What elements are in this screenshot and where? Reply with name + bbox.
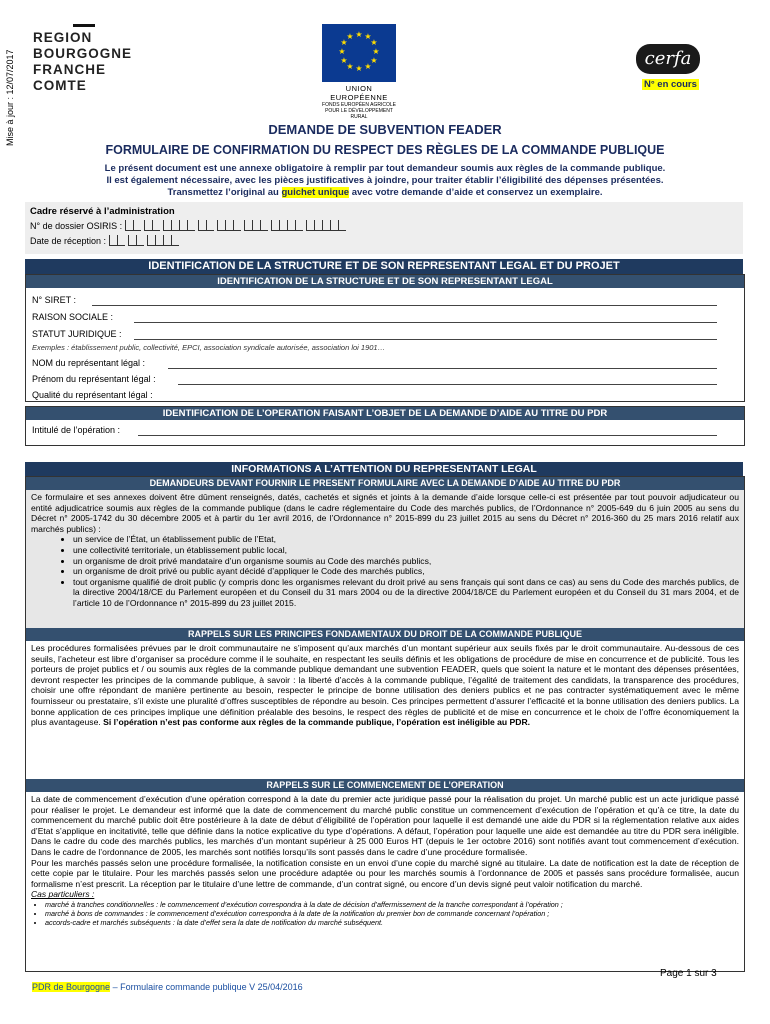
svg-text:★: ★ — [372, 47, 380, 56]
footer: PDR de Bourgogne – Formulaire commande publique V 25/04/2016 — [32, 982, 303, 992]
section-information-header: INFORMATIONS A L’ATTENTION DU REPRESENTANT LEGAL — [25, 462, 743, 476]
eu-label: UNION EUROPÉENNE — [330, 84, 388, 102]
list-item: • un organisme de droit privé ou public ayant décidé d’appliquer le Code des marchés publics, — [73, 566, 739, 577]
intitule-label: Intitulé de l’opération : — [32, 425, 121, 435]
logo-line: BOURGOGNE — [33, 46, 133, 61]
qualite-label: Qualité du représentant légal : — [32, 390, 153, 400]
principes-subheader: RAPPELS SUR LES PRINCIPES FONDAMENTAUX DU DROIT DE LA COMMANDE PUBLIQUE — [26, 628, 744, 641]
svg-text:★: ★ — [355, 30, 363, 39]
list-item: • tout organisme qualifié de droit public (y compris donc les organismes relevant du droit privé au sens français qui sont dans ce cas) au sens du Code des marchés publics, de la directive 2004/18/CE du Parlement européen et du Conseil du 31 mars 2004 ou de la directive 2004/18/CE du Parlement européen et du Conseil du 31 mars 2004, et de l’article 10 de l’Ordonnance n° 2015-899 du 23 juillet 2015. — [73, 577, 739, 609]
operation-subheader: IDENTIFICATION DE L’OPERATION FAISANT L’OBJET DE LA DEMANDE D’AIDE AU TITRE DU PDR — [26, 407, 744, 420]
principes-text: Les procédures formalisées prévues par le droit communautaire ne s’imposent qu’aux marchés d’un montant supérieur aux seuils fixés par le droit communautaire. Au-dessous de ces seuils, l’acheteur est libre d’organiser sa procédure comme il le souhaite, en respectant les seuils définis et les obligations de procédure de mise en concurrence et de publicité. Tous les porteurs de projet publics et / ou soumis aux règles de la commande publique demandant une subvention FEADER, quels que soient la nature et le montant des dépenses présentées, devront respecter les principes de la commande publique, à savoir : la liberté d’accès à la commande publique, l’égalité de traitement des candidats, la transparence des procédures, choisir une offre répondant de manière pertinente au besoin, respecter le principe de bonne utilisation des deniers publics et ne pas contracter systématiquement avec le même fournisseur ou prestataire, s’il existe une pluralité d’offres susceptibles de répondre au besoin. Ces principes permettent d’assurer l’efficacité et la bonne utilisation des deniers publics. La bonne application de ces principes implique une définition préalable des besoins, le respect des règles de publicité et de mise en concurrence et le choix de l’offre économiquement la plus avantageuse. Si l’opération n’est pas conforme aux règles de la commande publique, l’opération est inéligible au PDR. — [31, 643, 739, 728]
logo-line: FRANCHE — [33, 62, 106, 77]
identification-frame — [25, 274, 745, 402]
svg-text:★: ★ — [338, 47, 346, 56]
side-update-date: Mise à jour : 12/07/2017 — [5, 49, 15, 146]
region-logo — [33, 30, 132, 94]
raison-sociale-label: RAISON SOCIALE : — [32, 312, 114, 322]
svg-text:★: ★ — [355, 64, 363, 73]
svg-text:★: ★ — [370, 56, 378, 65]
page-title: DEMANDE DE SUBVENTION FEADER — [268, 122, 502, 137]
prenom-input[interactable] — [178, 384, 717, 385]
eu-fund-label: FONDS EUROPÉEN AGRICOLE POUR LE DÉVELOPPEMENT RURAL — [322, 102, 396, 120]
nom-label: NOM du représentant légal : — [32, 358, 146, 368]
raison-sociale-input[interactable] — [134, 322, 717, 323]
reception-date-field[interactable]: Date de réception : — [30, 235, 179, 248]
demandeurs-text: Ce formulaire et ses annexes doivent être dûment renseignés, datés, cachetés et signés et joints à la demande d’aide lorsque celle-ci est présentée par tout pouvoir adjudicateur ou entité adjudicatrice soumis aux règles de la commande publique (dans le cadre réglementaire du Code des marchés publics, de l’Ordonnance n° 2005-649 du 6 juin 2005 au sens du Décret n° 2005-1742 du 30 décembre 2005 et à partir du 1er avril 2016, de l’Ordonnance n° 2015-899 du 23 juillet 2015 au sens du Décret n° 2016-360 du 25 mars 2016 relatif aux marchés publics) : • un service de l’État, un établissement public de l’Etat, • une collectivité territoriale, un établissement public local, • un organisme de droit privé mandataire d’un organisme soumis au Code des marchés publics, • un organisme de droit privé ou public ayant décidé d’appliquer le Code des marchés publics, • tout organisme qualifié de droit public (y compris donc les organismes relevant du droit privé au sens français qui sont dans ce cas) au sens du Code des marchés publics, de la directive 2004/18/CE du Parlement européen et du Conseil du 31 mars 2004 ou de la directive 2004/18/CE du Parlement européen et du Conseil du 31 mars 2004, et de l’article 10 de l’Ordonnance n° 2015-899 du 23 juillet 2015. — [26, 490, 744, 628]
list-item: • une collectivité territoriale, un établissement public local, — [73, 545, 739, 556]
cerfa-number: N° en cours — [644, 79, 697, 90]
svg-text:★: ★ — [346, 62, 354, 71]
intitule-input[interactable] — [138, 435, 717, 436]
svg-text:★: ★ — [340, 56, 348, 65]
svg-text:★: ★ — [364, 32, 372, 41]
siret-input[interactable] — [92, 305, 717, 306]
intro-text: Le présent document est une annexe obligatoire à remplir par tout demandeur soumis aux règles de la commande publique. Il est également nécessaire, avec les pièces justificatives à joindre, pour traiter établir l’éligibilité des dépenses présentées. Transmettez l’original au guichet unique avec votre demande d’aide et conservez un exemplaire. — [104, 163, 666, 198]
commencement-text: La date de commencement d’exécution d’une opération correspond à la date du premier acte juridique passé pour la réalisation du projet. Un marché public est un acte juridique passé pour réaliser le projet. Le demandeur est informé que la date de commencement du marché public constitue un commencement d’exécution de l’opération et qu’à ce titre, la date du commencement du marché public doit être postérieure à la date de début d’éligibilité de l’opération pour laquelle il est demandé une aide du PDR si la réglementation relative aux aides d’Etat s’applique en incitativité, telle que définie dans la notice explicative du type d’opérations. A défaut, l’opération pour laquelle une aide est demandée au titre du PDR sera inéligible. Dans le cadre du code des marchés publics, les marchés d’un montant supérieur à 25 000 Euros HT (depuis le 1er octobre 2016) sont notifiés avant tout commencement d’exécution. Dans le cadre de l’ordonnance de 2005, les marchés sont notifiés lorsqu’ils sont passés dans le cadre d’une procédure formalisée. Pour les marchés passés selon une procédure formalisée, la notification consiste en un envoi d’une copie du marché signé au titulaire. La date de notification est la date de réception de cette copie par le titulaire. Pour les marchés passés selon une procédure adaptée ou pour les marchés soumis à l’ordonnance de 2005 et passés sans procédure formalisée, aucun formalisme n’est prescrit. La réception par le titulaire d’une lettre de commande, d’un contrat signé, ou encore d’un devis signé peut valoir notification du marché. Cas particuliers : • marché à tranches conditionnelles : le commencement d’exécution correspondra à la date de décision d’affermissement de la tranche correspondant à l’opération ; • marché à bons de commandes : le commencement d’exécution correspondra à la date de la notification du premier bon de commande concernant l’opération ; • accords-cadre et marchés subséquents : la date d’effet sera la date de notification du marché subséquent. — [26, 792, 744, 929]
section-identification-header: IDENTIFICATION DE LA STRUCTURE ET DE SON REPRESENTANT LEGAL ET DU PROJET — [25, 259, 743, 274]
osiris-number-field[interactable]: N° de dossier OSIRIS : — [30, 220, 346, 233]
admin-title: Cadre réservé à l’administration — [30, 206, 175, 217]
list-item: • accords-cadre et marchés subséquents : la date d’effet sera la date de notification du marché subséquent. — [45, 918, 739, 927]
page-number: Page 1 sur 3 — [660, 968, 717, 979]
eu-flag-icon — [322, 24, 396, 82]
svg-text:★: ★ — [364, 62, 372, 71]
list-item: • un service de l’État, un établissement public de l’Etat, — [73, 534, 739, 545]
cerfa-logo: cerfa — [636, 44, 700, 74]
statut-input[interactable] — [134, 339, 717, 340]
nom-input[interactable] — [168, 368, 717, 369]
demandeurs-subheader: DEMANDEURS DEVANT FOURNIR LE PRESENT FORMULAIRE AVEC LA DEMANDE D’AIDE AU TITRE DU PDR — [26, 477, 744, 490]
information-frame — [25, 476, 745, 972]
svg-text:★: ★ — [370, 38, 378, 47]
logo-line: COMTE — [33, 78, 87, 93]
list-item: • marché à tranches conditionnelles : le commencement d’exécution correspondra à la date de décision d’affermissement de la tranche correspondant à l’opération ; — [45, 900, 739, 909]
eu-logo — [322, 24, 396, 119]
list-item: • marché à bons de commandes : le commencement d’exécution correspondra à la date de la notification du premier bon de commande concernant l’opération ; — [45, 909, 739, 918]
page-subtitle: FORMULAIRE DE CONFIRMATION DU RESPECT DES RÈGLES DE LA COMMANDE PUBLIQUE — [105, 143, 665, 157]
statut-label: STATUT JURIDIQUE : — [32, 329, 122, 339]
svg-text:★: ★ — [340, 38, 348, 47]
list-item: • un organisme de droit privé mandataire d’un organisme soumis au Code des marchés publics, — [73, 556, 739, 567]
logo-line: REGION — [33, 30, 93, 45]
operation-frame — [25, 406, 745, 446]
svg-text:★: ★ — [346, 32, 354, 41]
statut-examples: Exemples : établissement public, collectivité, EPCI, association syndicale autorisée, association loi 1901… — [32, 343, 386, 352]
siret-label: N° SIRET : — [32, 295, 76, 305]
admin-box — [25, 202, 743, 254]
prenom-label: Prénom du représentant légal : — [32, 374, 156, 384]
commencement-subheader: RAPPELS SUR LE COMMENCEMENT DE L’OPERATION — [26, 779, 744, 792]
structure-subheader: IDENTIFICATION DE LA STRUCTURE ET DE SON REPRESENTANT LEGAL — [26, 275, 744, 288]
